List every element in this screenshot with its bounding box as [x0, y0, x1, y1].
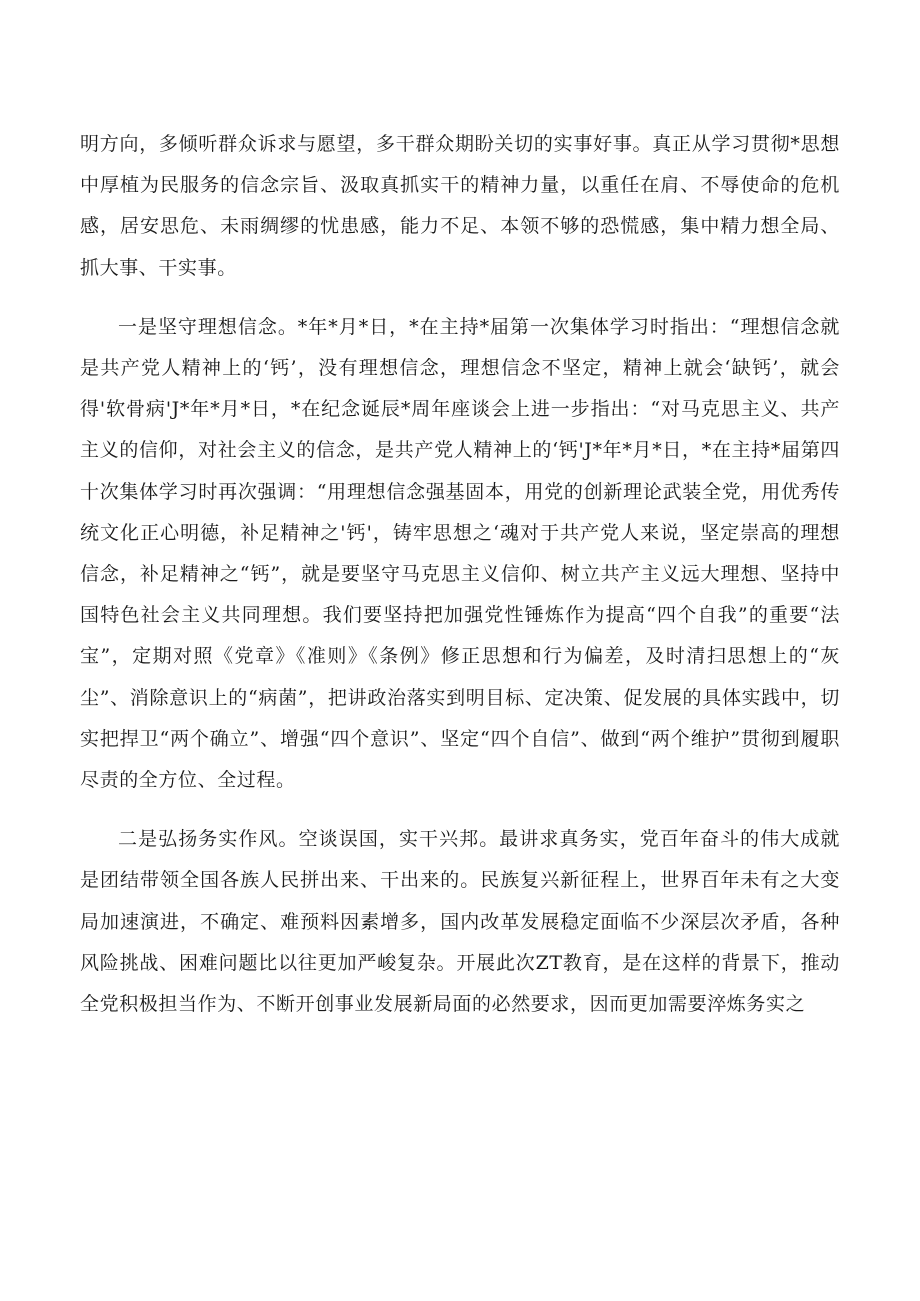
paragraph-1: 明方向，多倾听群众诉求与愿望，多干群众期盼关切的实事好事。真正从学习贯彻*思想中厚植为民服务的信念宗旨、汲取真抓实干的精神力量，以重任在肩、不辱使命的危机感，居安思危、未雨绸缪的忧患感，能力不足、本领不够的恐慌感，集中精力想全局、抓大事、干实事。	[80, 133, 840, 279]
paragraph-2: 一是坚守理想信念。*年*月*日，*在主持*届第一次集体学习时指出：“理想信念就是共产党人精神上的‘钙’，没有理想信念，理想信念不坚定，精神上就会‘缺钙’，就会得'软骨病'J*年*月*日，*在纪念诞辰*周年座谈会上进一步指出：“对马克思主义、共产主义的信仰，对社会主义的信念，是共产党人精神上的‘钙'J*年*月*日，*在主持*届第四十次集体学习时再次强调：“用理想信念强基固本，用党的创新理论武装全党，用优秀传统文化正心明德，补足精神之'钙'，铸牢思想之‘魂对于共产党人来说，坚定崇高的理想信念，补足精神之“钙”，就是要坚守马克思主义信仰、树立共产主义远大理想、坚持中国特色社会主义共同理想。我们要坚持把加强党性锤炼作为提高“四个自我”的重要“法宝”，定期对照《党章》《准则》《条例》修正思想和行为偏差，及时清扫思想上的“灰尘”、消除意识上的“病菌”，把讲政治落实到明目标、定决策、促发展的具体实践中，切实把捍卫“两个确立”、增强“四个意识”、坚定“四个自信”、做到“两个维护”贯彻到履职尽责的全方位、全过程。	[80, 315, 840, 792]
paragraph-3: 二是弘扬务实作风。空谈误国，实干兴邦。最讲求真务实，党百年奋斗的伟大成就是团结带领全国各族人民拼出来、干出来的。民族复兴新征程上，世界百年未有之大变局加速演进，不确定、难预料因素增多，国内改革发展稳定面临不少深层次矛盾，各种风险挑战、困难问题比以往更加严峻复杂。开展此次ZT教育，是在这样的背景下，推动全党积极担当作为、不断开创事业发展新局面的必然要求，因而更加需要淬炼务实之	[80, 828, 840, 1016]
document-body	[80, 124, 840, 1025]
